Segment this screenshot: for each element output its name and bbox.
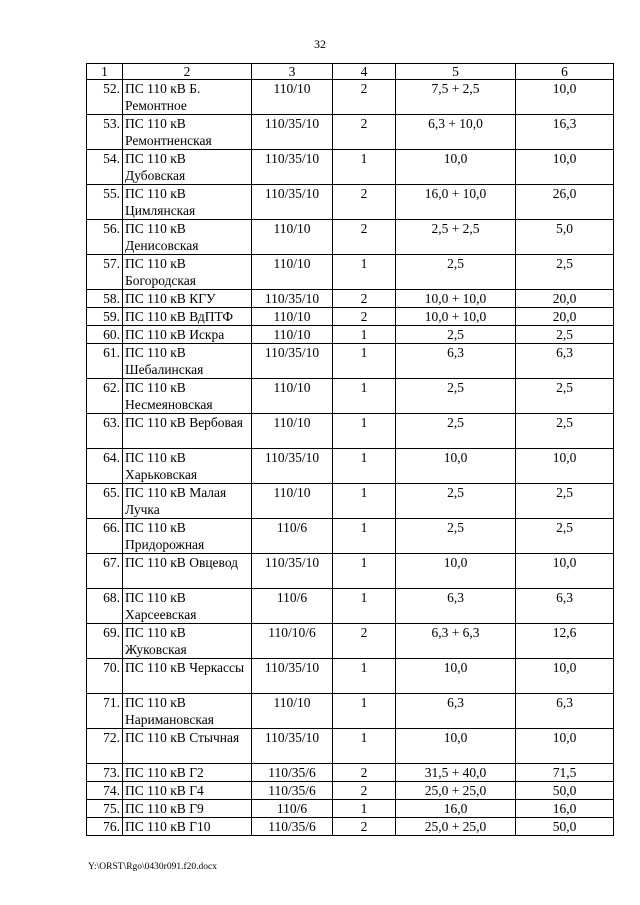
table-cell: 52. xyxy=(87,80,123,115)
table-cell: 6,3 xyxy=(516,694,614,729)
table-cell: 61. xyxy=(87,344,123,379)
header-cell: 3 xyxy=(252,64,333,80)
table-row xyxy=(87,290,614,308)
table-cell: 2,5 xyxy=(516,484,614,519)
table-row xyxy=(87,414,614,449)
table-cell: ПС 110 кВ Жуковская xyxy=(123,624,252,659)
table-cell: 10,0 xyxy=(516,80,614,115)
table-cell: ПС 110 кВ Искра xyxy=(123,326,252,344)
table-cell: 110/10 xyxy=(252,255,333,290)
table-cell: ПС 110 кВ Стычная xyxy=(123,729,252,764)
table-cell: 67. xyxy=(87,554,123,589)
table-cell: 2 xyxy=(333,818,396,836)
table-cell: 1 xyxy=(333,589,396,624)
table-cell: 71,5 xyxy=(516,764,614,782)
table-cell: 110/35/6 xyxy=(252,782,333,800)
table-cell: 56. xyxy=(87,220,123,255)
table-cell: 2,5 xyxy=(516,519,614,554)
table-cell: 1 xyxy=(333,414,396,449)
table-row xyxy=(87,220,614,255)
table-cell: 2,5 xyxy=(396,484,516,519)
table-row xyxy=(87,818,614,836)
table-cell: 1 xyxy=(333,800,396,818)
table-cell: ПС 110 кВ Дубовская xyxy=(123,150,252,185)
table-cell: 70. xyxy=(87,659,123,694)
table-cell: 6,3 xyxy=(396,694,516,729)
table-cell: 74. xyxy=(87,782,123,800)
table-cell: 110/35/10 xyxy=(252,554,333,589)
table-cell: ПС 110 кВ Г4 xyxy=(123,782,252,800)
table-cell: 110/10 xyxy=(252,326,333,344)
table-cell: 64. xyxy=(87,449,123,484)
table-cell: 31,5 + 40,0 xyxy=(396,764,516,782)
table-cell: 10,0 + 10,0 xyxy=(396,290,516,308)
table-cell: 6,3 + 6,3 xyxy=(396,624,516,659)
table-cell: 16,0 xyxy=(516,800,614,818)
table-cell: ПС 110 кВ Б. Ремонтное xyxy=(123,80,252,115)
table-cell: 10,0 xyxy=(516,554,614,589)
table-cell: 16,0 xyxy=(396,800,516,818)
table-row xyxy=(87,185,614,220)
header-cell: 5 xyxy=(396,64,516,80)
table-cell: 110/35/10 xyxy=(252,344,333,379)
table-cell: 50,0 xyxy=(516,818,614,836)
table-cell: 2 xyxy=(333,782,396,800)
table-cell: 1 xyxy=(333,729,396,764)
table-cell: 10,0 + 10,0 xyxy=(396,308,516,326)
table-cell: 26,0 xyxy=(516,185,614,220)
table-cell: 110/6 xyxy=(252,519,333,554)
table-cell: 16,3 xyxy=(516,115,614,150)
table-cell: 2 xyxy=(333,115,396,150)
table-cell: 6,3 xyxy=(516,344,614,379)
table-cell: 2 xyxy=(333,764,396,782)
table-cell: 2,5 xyxy=(516,255,614,290)
table-cell: 1 xyxy=(333,484,396,519)
table-cell: 7,5 + 2,5 xyxy=(396,80,516,115)
table-cell: 110/35/10 xyxy=(252,449,333,484)
table-cell: 54. xyxy=(87,150,123,185)
table-cell: 110/35/10 xyxy=(252,115,333,150)
table-cell: 110/10 xyxy=(252,484,333,519)
table-cell: 110/35/10 xyxy=(252,185,333,220)
table-row xyxy=(87,115,614,150)
table-cell: 1 xyxy=(333,326,396,344)
table-cell: 6,3 xyxy=(396,344,516,379)
table-cell: ПС 110 кВ Несмеяновская xyxy=(123,379,252,414)
table-row xyxy=(87,308,614,326)
table-cell: 76. xyxy=(87,818,123,836)
table-cell: 20,0 xyxy=(516,308,614,326)
table-cell: 110/10 xyxy=(252,379,333,414)
table-row xyxy=(87,554,614,589)
table-cell: 50,0 xyxy=(516,782,614,800)
table-cell: 110/10 xyxy=(252,414,333,449)
table-cell: ПС 110 кВ Г10 xyxy=(123,818,252,836)
table-cell: ПС 110 кВ КГУ xyxy=(123,290,252,308)
table-cell: 1 xyxy=(333,255,396,290)
table-cell: ПС 110 кВ Г2 xyxy=(123,764,252,782)
table-cell: 110/10 xyxy=(252,80,333,115)
table-cell: 10,0 xyxy=(396,449,516,484)
table-cell: 10,0 xyxy=(516,150,614,185)
table-cell: 2 xyxy=(333,624,396,659)
table-cell: 10,0 xyxy=(396,150,516,185)
header-cell: 1 xyxy=(87,64,123,80)
header-cell: 2 xyxy=(123,64,252,80)
table-cell: ПС 110 кВ Малая Лучка xyxy=(123,484,252,519)
table-row xyxy=(87,624,614,659)
table-row xyxy=(87,764,614,782)
table-cell: 1 xyxy=(333,659,396,694)
table-cell: 2,5 xyxy=(396,255,516,290)
table-cell: 66. xyxy=(87,519,123,554)
table-cell: 1 xyxy=(333,379,396,414)
table-cell: 110/35/10 xyxy=(252,659,333,694)
table-cell: 2,5 xyxy=(396,519,516,554)
table-cell: 10,0 xyxy=(396,729,516,764)
table-cell: 65. xyxy=(87,484,123,519)
table-cell: 1 xyxy=(333,694,396,729)
table-row xyxy=(87,694,614,729)
table-cell: ПС 110 кВ Денисовская xyxy=(123,220,252,255)
table-cell: 71. xyxy=(87,694,123,729)
table-cell: ПС 110 кВ Харсеевская xyxy=(123,589,252,624)
table-cell: ПС 110 кВ Харьковская xyxy=(123,449,252,484)
table-cell: 6,3 xyxy=(396,589,516,624)
table-cell: ПС 110 кВ Шебалинская xyxy=(123,344,252,379)
table-cell: ПС 110 кВ Придорожная xyxy=(123,519,252,554)
table-cell: 110/35/10 xyxy=(252,150,333,185)
table-cell: 10,0 xyxy=(396,659,516,694)
table-cell: 110/10 xyxy=(252,220,333,255)
table-cell: 57. xyxy=(87,255,123,290)
table-cell: 2,5 xyxy=(396,414,516,449)
table-row xyxy=(87,729,614,764)
table-cell: 2,5 xyxy=(516,379,614,414)
table-cell: 10,0 xyxy=(396,554,516,589)
table-cell: 60. xyxy=(87,326,123,344)
table-cell: 110/35/10 xyxy=(252,290,333,308)
table-row xyxy=(87,379,614,414)
table-cell: 12,6 xyxy=(516,624,614,659)
table-row xyxy=(87,659,614,694)
table-cell: ПС 110 кВ Ремонтненская xyxy=(123,115,252,150)
table-cell: 10,0 xyxy=(516,449,614,484)
table-cell: 110/10 xyxy=(252,308,333,326)
table-row xyxy=(87,150,614,185)
table-cell: 1 xyxy=(333,344,396,379)
table-cell: 20,0 xyxy=(516,290,614,308)
table-row xyxy=(87,326,614,344)
table-cell: 72. xyxy=(87,729,123,764)
table-cell: 2,5 xyxy=(396,379,516,414)
table-cell: ПС 110 кВ Цимлянская xyxy=(123,185,252,220)
table-cell: 1 xyxy=(333,554,396,589)
table-cell: ПС 110 кВ Наримановская xyxy=(123,694,252,729)
substations-table xyxy=(86,63,614,836)
table-cell: ПС 110 кВ Богородская xyxy=(123,255,252,290)
table-cell: 62. xyxy=(87,379,123,414)
table-row xyxy=(87,782,614,800)
table-row xyxy=(87,255,614,290)
table-cell: 2 xyxy=(333,308,396,326)
table-header-row xyxy=(87,64,614,80)
table-cell: 10,0 xyxy=(516,729,614,764)
table-cell: 25,0 + 25,0 xyxy=(396,782,516,800)
table-cell: 16,0 + 10,0 xyxy=(396,185,516,220)
table-cell: ПС 110 кВ Вербовая xyxy=(123,414,252,449)
table-cell: ПС 110 кВ ВдПТФ xyxy=(123,308,252,326)
footer-file-path: Y:\ORST\Rgo\0430r091.f20.docx xyxy=(88,862,217,872)
table-row xyxy=(87,344,614,379)
table-cell: 25,0 + 25,0 xyxy=(396,818,516,836)
table-cell: 73. xyxy=(87,764,123,782)
table-cell: 2,5 xyxy=(396,326,516,344)
page-number: 32 xyxy=(314,37,326,51)
header-cell: 4 xyxy=(333,64,396,80)
table-cell: 110/35/6 xyxy=(252,764,333,782)
table-cell: 63. xyxy=(87,414,123,449)
table-row xyxy=(87,80,614,115)
table-row xyxy=(87,800,614,818)
table-cell: 69. xyxy=(87,624,123,659)
table-cell: 1 xyxy=(333,449,396,484)
table-cell: 59. xyxy=(87,308,123,326)
table-cell: 110/10/6 xyxy=(252,624,333,659)
table-cell: 1 xyxy=(333,519,396,554)
table-row xyxy=(87,449,614,484)
table-cell: 2 xyxy=(333,80,396,115)
table-cell: 110/10 xyxy=(252,694,333,729)
table-cell: 2 xyxy=(333,220,396,255)
table-cell: 2,5 xyxy=(516,326,614,344)
table-cell: 2,5 xyxy=(516,414,614,449)
table-cell: 110/35/6 xyxy=(252,818,333,836)
table-cell: 1 xyxy=(333,150,396,185)
table-cell: 5,0 xyxy=(516,220,614,255)
table-cell: 75. xyxy=(87,800,123,818)
table-cell: 2 xyxy=(333,185,396,220)
table-cell: 110/35/10 xyxy=(252,729,333,764)
table-cell: 53. xyxy=(87,115,123,150)
table-cell: ПС 110 кВ Г9 xyxy=(123,800,252,818)
table-cell: 10,0 xyxy=(516,659,614,694)
header-cell: 6 xyxy=(516,64,614,80)
table-row xyxy=(87,589,614,624)
table-cell: 110/6 xyxy=(252,800,333,818)
table-cell: 110/6 xyxy=(252,589,333,624)
table-cell: 55. xyxy=(87,185,123,220)
table-row xyxy=(87,519,614,554)
table-cell: ПС 110 кВ Овцевод xyxy=(123,554,252,589)
table-cell: 6,3 + 10,0 xyxy=(396,115,516,150)
table-cell: ПС 110 кВ Черкассы xyxy=(123,659,252,694)
table-cell: 2 xyxy=(333,290,396,308)
table-cell: 2,5 + 2,5 xyxy=(396,220,516,255)
table-cell: 58. xyxy=(87,290,123,308)
table-row xyxy=(87,484,614,519)
table-cell: 6,3 xyxy=(516,589,614,624)
table-cell: 68. xyxy=(87,589,123,624)
